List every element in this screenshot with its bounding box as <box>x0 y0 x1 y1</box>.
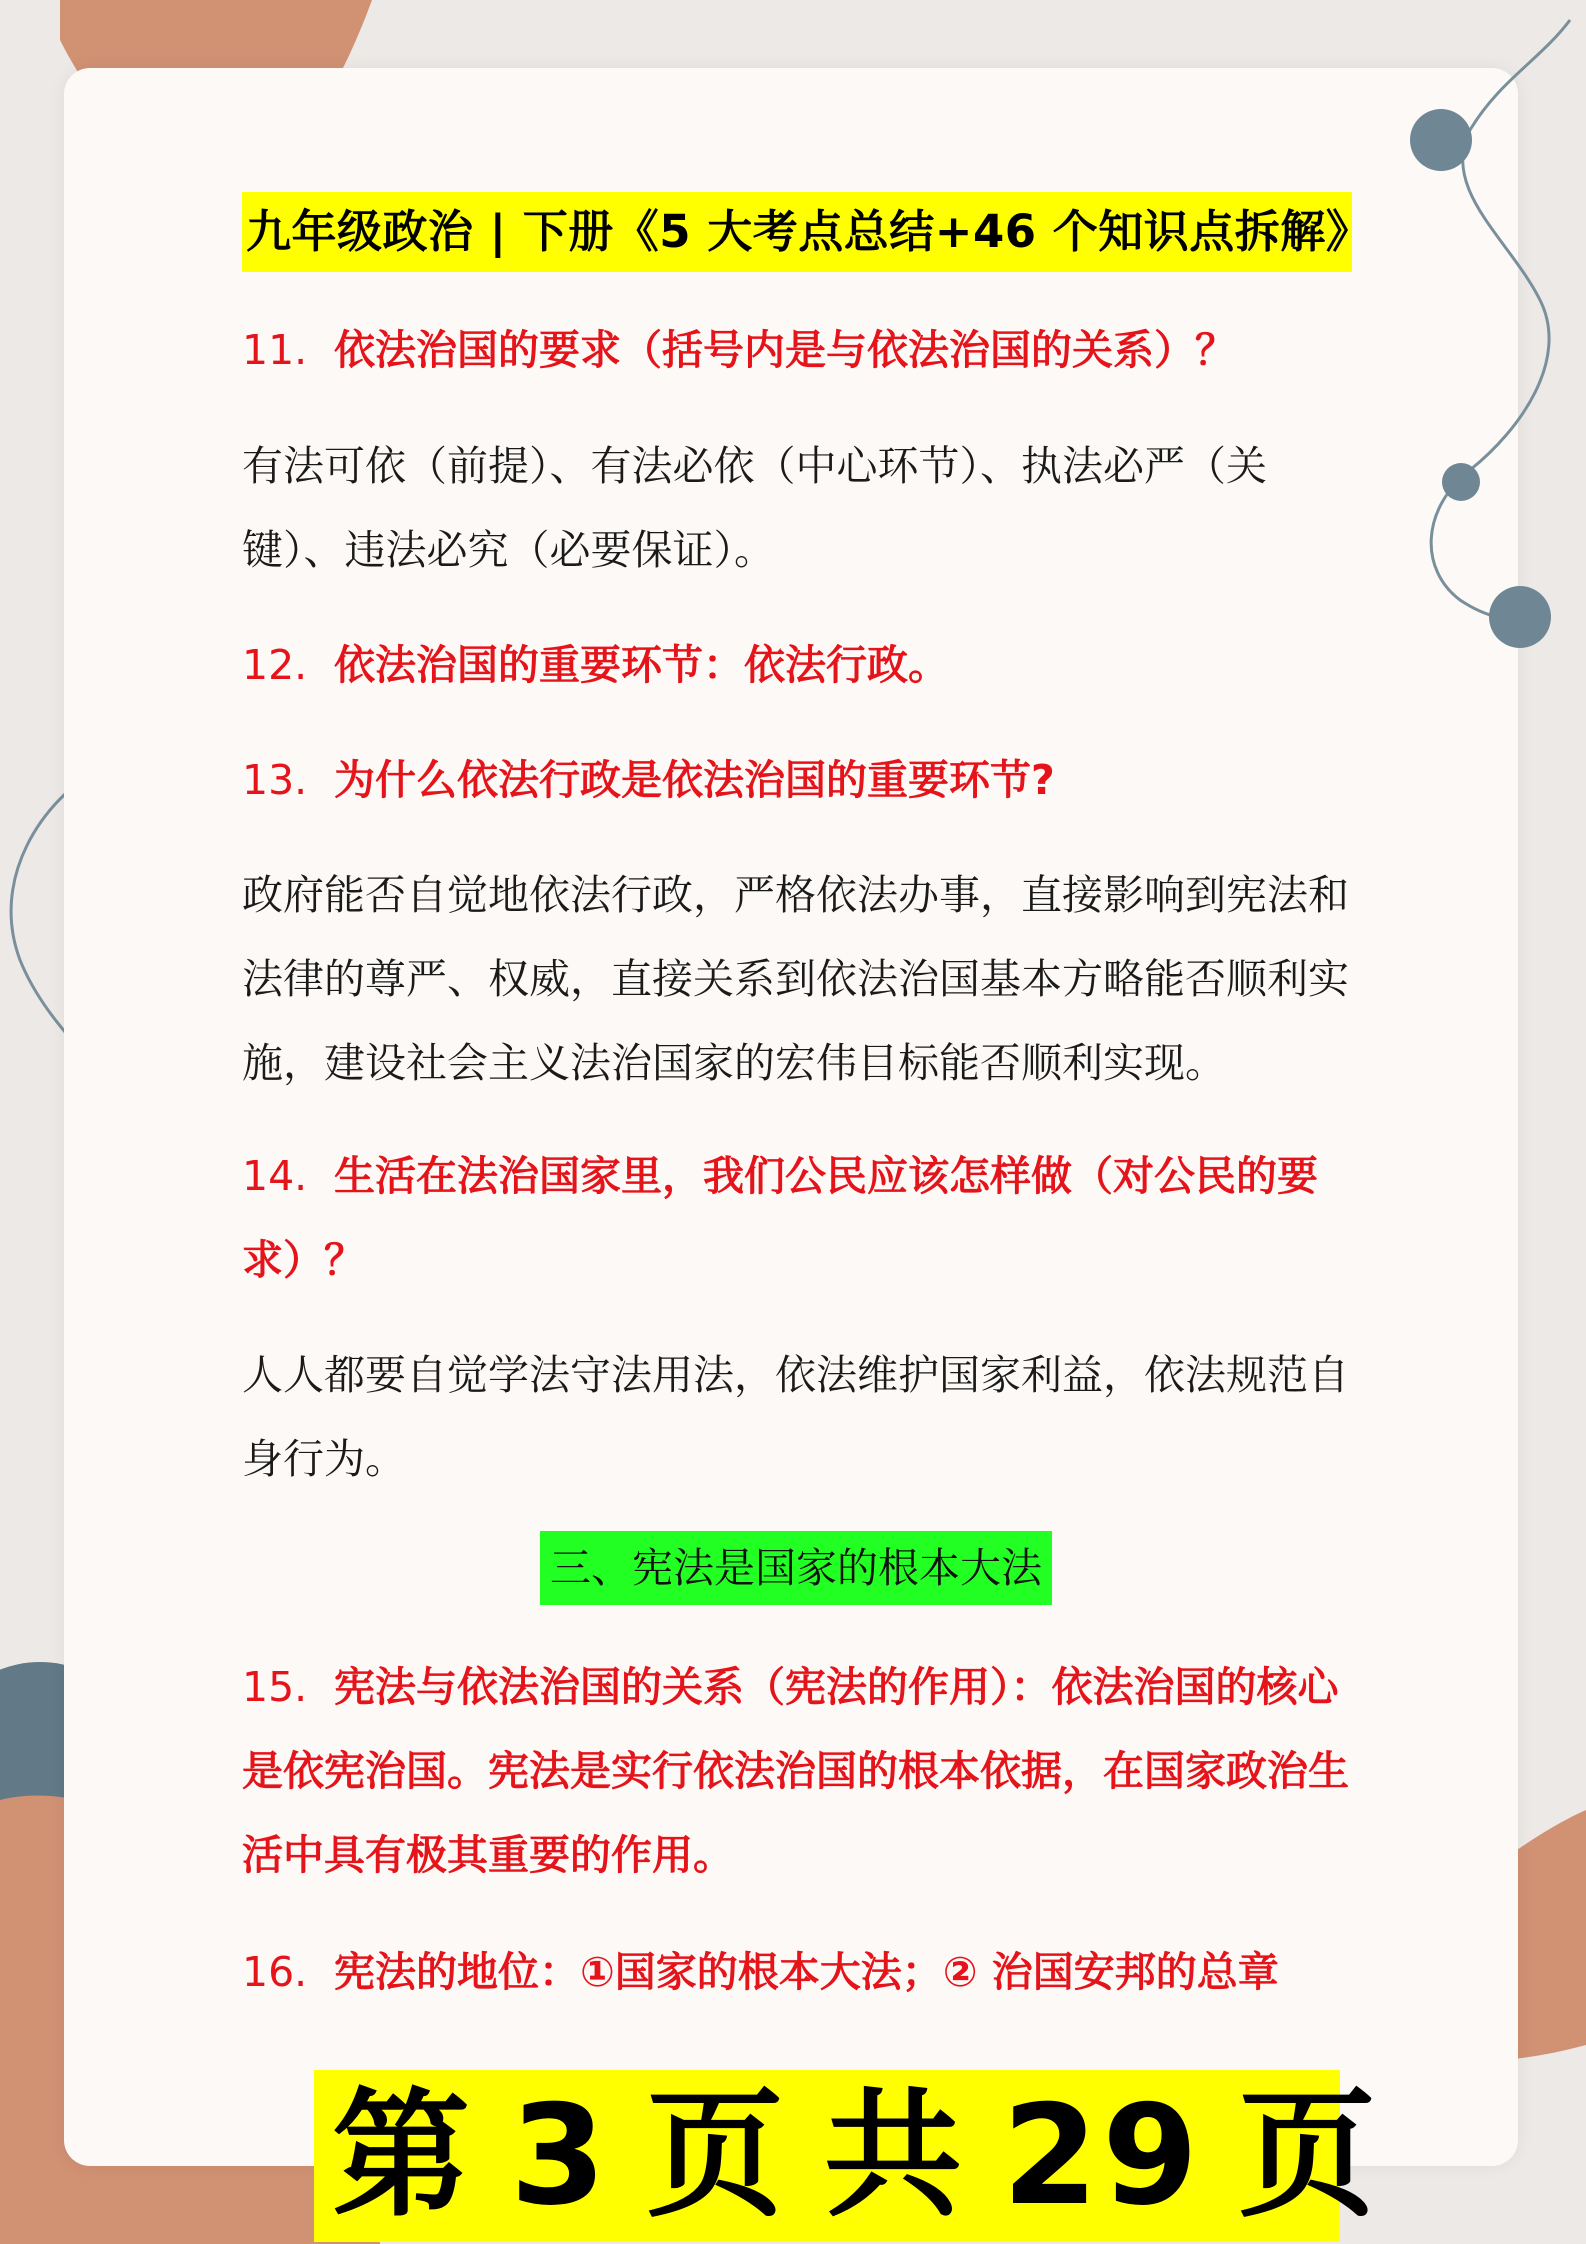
question-number: 13. <box>242 756 308 804</box>
answer-11: 有法可依（前提）、有法必依（中心环节）、执法必严（关键）、违法必究（必要保证）。 <box>242 442 1267 574</box>
page-word-1: 第 <box>332 2075 475 2236</box>
question-number: 11. <box>242 326 308 374</box>
question-text: 宪法与依法治国的关系（宪法的作用）：依法治国的核心是依宪治国。宪法是实行依法治国的根本依据，在国家政治生活中具有极其重要的作用。 <box>242 1663 1349 1879</box>
question-text: 宪法的地位：①国家的根本大法；② 治国安邦的总章 <box>334 1948 1279 1996</box>
document-title-text: 九年级政治 | 下册《5 大考点总结+46 个知识点拆解》 <box>246 205 1372 258</box>
answer-14: 人人都要自觉学法守法用法，依法维护国家利益，依法规范自身行为。 <box>242 1351 1349 1483</box>
question-11 <box>242 308 1352 392</box>
question-text: 为什么依法行政是依法治国的重要环节? <box>334 756 1055 804</box>
question-text: 生活在法治国家里，我们公民应该怎样做（对公民的要求）？ <box>242 1152 1318 1284</box>
current-page-number: 3 <box>510 2075 611 2236</box>
total-page-number: 29 <box>1002 2075 1203 2236</box>
page-indicator <box>314 2070 1381 2242</box>
question-text: 依法治国的要求（括号内是与依法治国的关系）？ <box>334 326 1236 374</box>
question-number: 12. <box>242 641 308 689</box>
question-number: 16. <box>242 1948 308 1996</box>
page-word-4: 页 <box>1238 2075 1381 2236</box>
document-title <box>242 192 1372 272</box>
answer-13: 政府能否自觉地依法行政，严格依法办事，直接影响到宪法和法律的尊严、权威，直接关系到依法治国基本方略能否顺利实施，建设社会主义法治国家的宏伟目标能否顺利实现。 <box>242 871 1349 1087</box>
page-word-2: 页 <box>646 2075 789 2236</box>
question-15 <box>242 1645 1352 1897</box>
section-heading: 三、宪法是国家的根本大法 <box>540 1531 1052 1605</box>
question-14 <box>242 1134 1352 1302</box>
question-12 <box>242 623 1352 707</box>
question-16 <box>242 1930 1352 2014</box>
question-text: 依法治国的重要环节：依法行政。 <box>334 641 949 689</box>
page-word-3: 共 <box>824 2075 967 2236</box>
question-number: 14. <box>242 1152 308 1200</box>
question-13 <box>242 738 1352 822</box>
question-number: 15. <box>242 1663 308 1711</box>
